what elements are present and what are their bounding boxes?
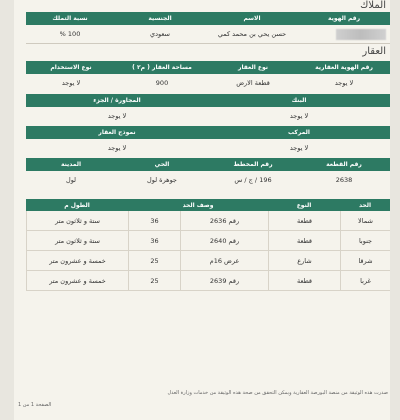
property-value-row-2 xyxy=(26,107,390,125)
bound-length: 36 xyxy=(128,231,180,251)
bound-side: شمالا xyxy=(340,211,390,231)
city-value: لول xyxy=(65,176,77,184)
property-value-row-3 xyxy=(26,139,390,157)
owners-header-row xyxy=(26,12,390,25)
owners-section-title: الملاك xyxy=(360,0,386,11)
bound-length: 25 xyxy=(128,271,180,291)
property-header-usage: نوع الاستخدام xyxy=(50,64,92,71)
bounds-header-row xyxy=(26,199,390,211)
property-usage-value: لا يوجد xyxy=(61,79,81,87)
divider xyxy=(26,43,390,44)
document-page xyxy=(14,0,390,420)
bounds-row xyxy=(26,231,390,251)
bounds-header-side: الحد xyxy=(358,201,372,209)
bound-length: 25 xyxy=(128,251,180,271)
property-header-id: رقم الهوية العقارية xyxy=(315,64,373,71)
owners-header-ownership: نسبة التملك xyxy=(52,15,88,22)
complex-header: المركب xyxy=(288,129,310,136)
bounds-header-type: النوع xyxy=(296,201,312,209)
adjacent-value: لا يوجد xyxy=(107,112,127,120)
bound-length-text: ستة و ثلاثون متر xyxy=(26,211,128,231)
bound-type: قطعة xyxy=(268,271,340,291)
parcel-number-value: 2638 xyxy=(335,176,353,184)
model-header: نموذج العقار xyxy=(98,129,136,136)
district-value: جوهرة لول xyxy=(147,176,177,184)
bound-length: 36 xyxy=(128,211,180,231)
plan-number-header: رقم المخطط xyxy=(233,161,273,168)
city-header: المدينة xyxy=(60,161,82,168)
parcel-number-header: رقم القطعة xyxy=(326,161,362,168)
owners-header-name: الاسم xyxy=(243,15,261,22)
bound-type: قطعة xyxy=(268,211,340,231)
property-header-row-1 xyxy=(26,61,390,74)
redacted-id xyxy=(336,29,386,40)
bounds-row xyxy=(26,211,390,231)
bound-desc: رقم 2640 xyxy=(180,231,268,251)
bound-length-text: ستة و ثلاثون متر xyxy=(26,231,128,251)
property-header-area: مساحة العقار ( م٢ ) xyxy=(132,64,192,71)
bounds-header-length: الطول م xyxy=(64,201,90,209)
property-header-type: نوع العقار xyxy=(238,64,268,71)
adjacent-header: المجاورة / الجزء xyxy=(93,97,141,104)
bound-length-text: خمسة و عشرون متر xyxy=(26,271,128,291)
property-value-row-4 xyxy=(26,171,390,189)
owner-ownership: 100 % xyxy=(59,30,81,38)
owners-header-id: رقم الهوية xyxy=(327,15,361,22)
property-header-row-4 xyxy=(26,158,390,171)
bound-side: جنوبا xyxy=(340,231,390,251)
property-header-row-3 xyxy=(26,126,390,139)
bounds-row xyxy=(26,271,390,291)
property-header-row-2 xyxy=(26,94,390,107)
bound-desc: عرض 16م xyxy=(180,251,268,271)
property-area-value: 900 xyxy=(155,79,169,87)
complex-value: لا يوجد xyxy=(289,144,309,152)
footer-note: صدرت هذه الوثيقة من منصة البورصة العقارية ويمكن التحقق من صحة هذه الوثيقة من خدمات وزارة العدل xyxy=(167,390,388,396)
bound-desc: رقم 2639 xyxy=(180,271,268,291)
district-header: الحي xyxy=(154,161,170,168)
page-number: الصفحة 1 من 1 xyxy=(18,402,52,408)
property-type-value: قطعة الارض xyxy=(236,79,270,87)
bounds-header-desc: وصف الحد xyxy=(182,201,214,209)
bank-header: البنك xyxy=(291,97,307,104)
bound-length-text: خمسة و عشرون متر xyxy=(26,251,128,271)
bound-desc: رقم 2636 xyxy=(180,211,268,231)
owner-nationality: سعودي xyxy=(150,30,170,38)
bounds-row xyxy=(26,251,390,271)
property-id-value: لا يوجد xyxy=(334,79,354,87)
property-section-title: العقار xyxy=(362,46,386,57)
owners-value-row xyxy=(26,25,390,43)
bound-type: قطعة xyxy=(268,231,340,251)
model-value: لا يوجد xyxy=(107,144,127,152)
bound-type: شارع xyxy=(268,251,340,271)
bound-side: غربا xyxy=(340,271,390,291)
owners-header-nationality: الجنسية xyxy=(148,15,172,22)
property-value-row-1 xyxy=(26,74,390,92)
bank-value: لا يوجد xyxy=(289,112,309,120)
plan-number-value: 196 / ج / س xyxy=(234,176,272,184)
owner-name: حسن يحي بن محمد كمي xyxy=(217,30,287,38)
bound-side: شرقا xyxy=(340,251,390,271)
